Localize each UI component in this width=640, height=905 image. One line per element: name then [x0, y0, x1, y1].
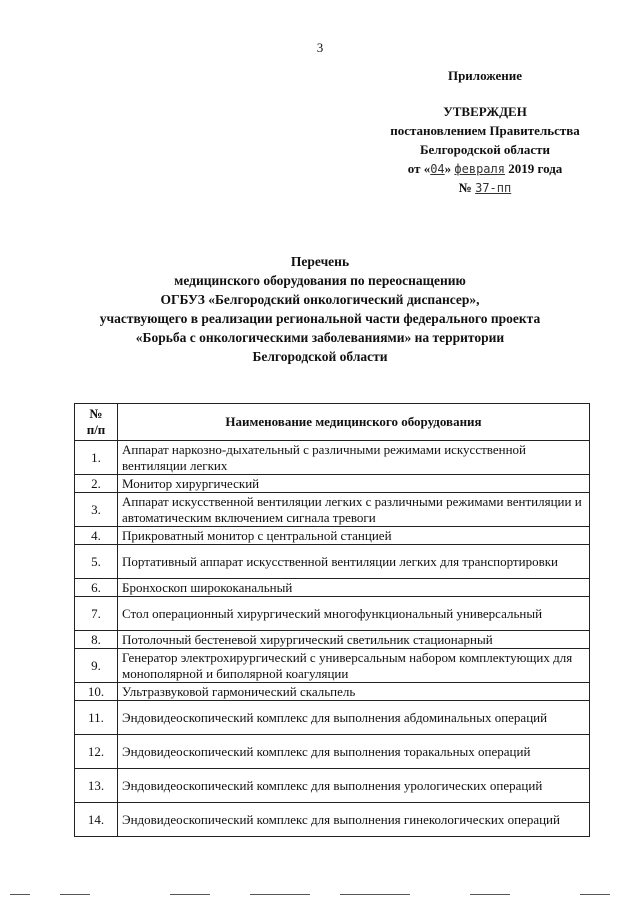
scan-dash [10, 894, 30, 895]
table-row [75, 527, 590, 545]
table-row [75, 649, 590, 683]
appendix-label: Приложение [447, 68, 523, 83]
row-number: 14. [75, 803, 118, 837]
table-row [75, 683, 590, 701]
row-name: Бронхоскоп ширококанальный [118, 579, 590, 597]
row-number: 6. [75, 579, 118, 597]
scan-dash [340, 894, 410, 895]
row-name: Эндовидеоскопический комплекс для выполнения абдоминальных операций [118, 701, 590, 735]
page-number: 3 [316, 40, 324, 55]
scan-dash [170, 894, 210, 895]
header-number: № п/п [75, 404, 118, 441]
equipment-table-wrapper [74, 403, 590, 837]
row-name: Эндовидеоскопический комплекс для выполнения гинекологических операций [118, 803, 590, 837]
table-row [75, 769, 590, 803]
approval-region: Белгородской области [419, 142, 551, 157]
title-line-6: Белгородской области [252, 349, 388, 364]
title-line-1: Перечень [290, 254, 350, 269]
row-name: Прикроватный монитор с центральной станцией [118, 527, 590, 545]
row-name: Ультразвуковой гармонический скальпель [118, 683, 590, 701]
number-prefix: № [458, 180, 472, 195]
table-row [75, 579, 590, 597]
row-name: Генератор электрохирургический с универсальным набором комплектующих для монополярной и биполярной коагуляции [118, 649, 590, 683]
row-name: Стол операционный хирургический многофункциональный универсальный [118, 597, 590, 631]
scan-artifact-line [0, 890, 640, 898]
row-name: Монитор хирургический [118, 475, 590, 493]
date-year: 2019 года [508, 161, 563, 176]
date-mid: » [444, 161, 452, 176]
table-row [75, 441, 590, 475]
row-number: 12. [75, 735, 118, 769]
row-number: 3. [75, 493, 118, 527]
table-row [75, 597, 590, 631]
title-line-2: медицинского оборудования по переоснащению [174, 273, 466, 288]
row-number: 1. [75, 441, 118, 475]
scan-dash [580, 894, 610, 895]
row-number: 8. [75, 631, 118, 649]
date-prefix: от « [407, 161, 431, 176]
row-name: Аппарат наркозно-дыхательный с различными режимами искусственной вентиляции легких [118, 441, 590, 475]
table-row [75, 735, 590, 769]
scan-dash [470, 894, 510, 895]
table-row [75, 493, 590, 527]
table-row [75, 475, 590, 493]
row-number: 9. [75, 649, 118, 683]
title-line-4: участвующего в реализации региональной части федерального проекта [99, 311, 541, 326]
approval-date [360, 159, 610, 179]
scan-dash [60, 894, 90, 895]
row-number: 11. [75, 701, 118, 735]
approval-authority: постановлением Правительства [390, 123, 580, 138]
table-row [75, 803, 590, 837]
row-name: Эндовидеоскопический комплекс для выполнения урологических операций [118, 769, 590, 803]
row-number: 4. [75, 527, 118, 545]
row-name: Потолочный бестеневой хирургический светильник стационарный [118, 631, 590, 649]
date-month: февраля [454, 162, 505, 176]
title-line-3: ОГБУЗ «Белгородский онкологический диспансер», [160, 292, 480, 307]
row-name: Портативный аппарат искусственной вентиляции легких для транспортировки [118, 545, 590, 579]
approved-heading: УТВЕРЖДЕН [443, 104, 527, 119]
table-header-row [75, 404, 590, 441]
row-number: 10. [75, 683, 118, 701]
row-number: 13. [75, 769, 118, 803]
table-row [75, 701, 590, 735]
title-line-5: «Борьба с онкологическими заболеваниями» на территории [135, 330, 505, 345]
row-name: Аппарат искусственной вентиляции легких с различными режимами вентиляции и автоматическим включением сигнала тревоги [118, 493, 590, 527]
equipment-table [74, 403, 590, 837]
date-day: 04 [430, 162, 445, 176]
table-row [75, 545, 590, 579]
approval-number [360, 178, 610, 198]
table-row [75, 631, 590, 649]
row-number: 2. [75, 475, 118, 493]
row-name: Эндовидеоскопический комплекс для выполнения торакальных операций [118, 735, 590, 769]
number-value: 37-пп [475, 181, 512, 195]
row-number: 5. [75, 545, 118, 579]
document-title [20, 252, 620, 366]
header-name: Наименование медицинского оборудования [118, 404, 590, 441]
row-number: 7. [75, 597, 118, 631]
scan-dash [250, 894, 310, 895]
